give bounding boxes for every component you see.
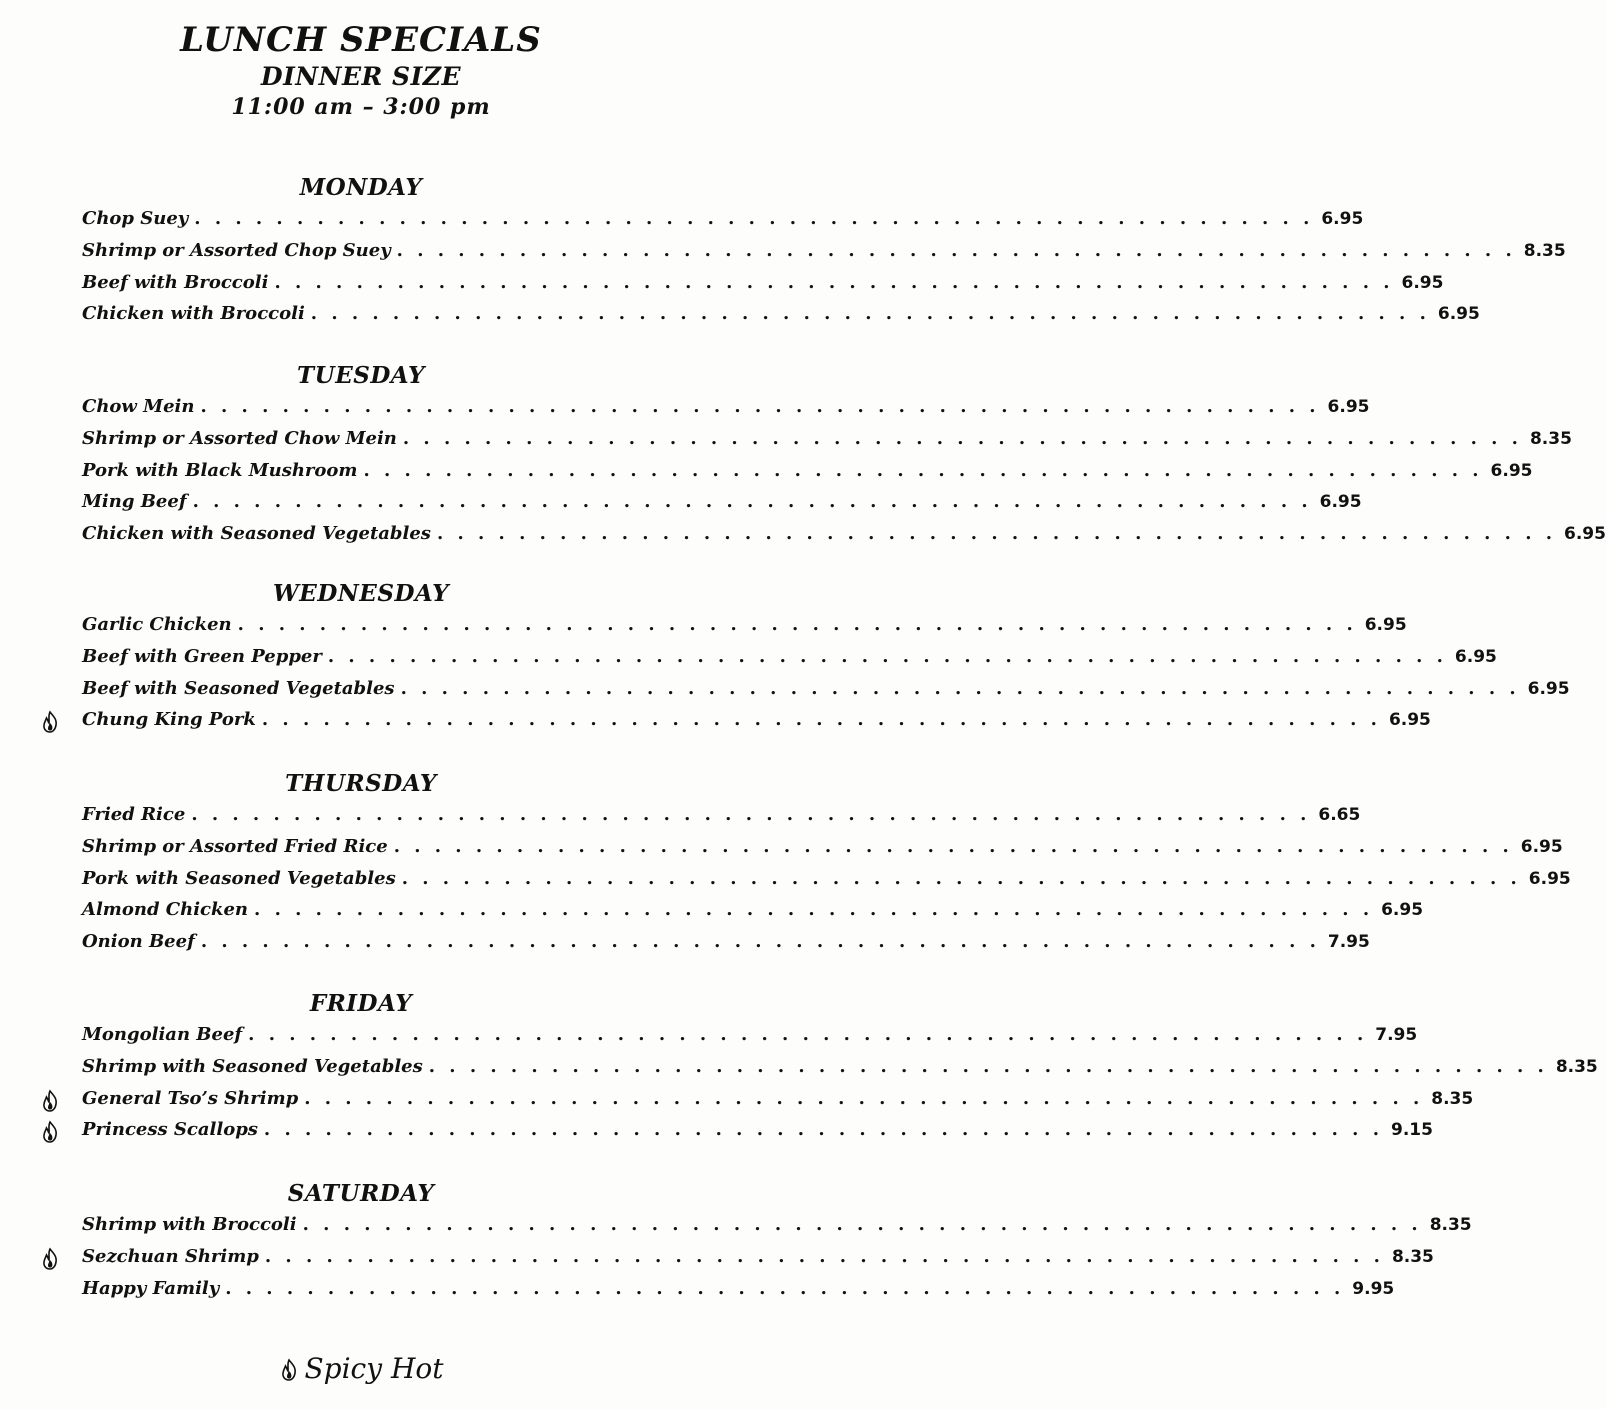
dot-leader: . . . . . . . . . . . . . . . . . . . . . . . . . . . . . . . . . . . . . . . . . . . . . . . . . . . . . . . [363, 459, 1483, 481]
menu-item-price: 9.15 [1390, 1120, 1433, 1141]
menu-item-name: Chop Suey [82, 208, 189, 229]
flame-icon [40, 1090, 60, 1112]
menu-item [82, 709, 1431, 739]
menu-item-price: 6.95 [1454, 646, 1497, 667]
menu-item [82, 523, 1606, 553]
dot-leader: . . . . . . . . . . . . . . . . . . . . . . . . . . . . . . . . . . . . . . . . . . . . . . . . . . . . . . . [200, 931, 1320, 953]
dot-leader: . . . . . . . . . . . . . . . . . . . . . . . . . . . . . . . . . . . . . . . . . . . . . . . . . . . . . . . [254, 899, 1374, 921]
dot-leader: . . . . . . . . . . . . . . . . . . . . . . . . . . . . . . . . . . . . . . . . . . . . . . . . . . . . . . . [402, 427, 1522, 449]
menu-item-price: 6.95 [1564, 524, 1606, 545]
flame-icon [279, 1359, 299, 1381]
menu-item-price: 8.35 [1391, 1246, 1434, 1267]
dot-leader: . . . . . . . . . . . . . . . . . . . . . . . . . . . . . . . . . . . . . . . . . . . . . . . . . . . . . . . [237, 614, 1357, 635]
menu-item-price: 6.95 [1381, 900, 1424, 921]
menu-item [82, 804, 1361, 834]
menu-item-name: Shrimp with Broccoli [82, 1214, 297, 1235]
flame-icon [40, 711, 60, 733]
menu-item-price: 6.95 [1364, 615, 1407, 635]
day-heading: TUESDAY [297, 362, 425, 389]
menu-item-price: 8.35 [1529, 428, 1572, 449]
menu-item [82, 645, 1497, 676]
menu-item-name: Shrimp or Assorted Chop Suey [82, 239, 391, 261]
menu-title: LUNCH SPECIALS [180, 20, 542, 60]
menu-item [82, 1245, 1434, 1276]
dot-leader: . . . . . . . . . . . . . . . . . . . . . . . . . . . . . . . . . . . . . . . . . . . . . . . . . . . . . . . [302, 1214, 1422, 1235]
menu-item-name: General Tso’s Shrimp [82, 1087, 299, 1109]
legend-label: Spicy Hot [304, 1352, 444, 1385]
menu-item-name: Onion Beef [82, 931, 195, 953]
menu-item [82, 396, 1370, 426]
menu-item-price: 8.35 [1555, 1056, 1598, 1077]
menu-item-name: Shrimp or Assorted Chow Mein [82, 427, 397, 449]
menu-item-price: 6.95 [1401, 272, 1444, 293]
menu-item [82, 931, 1370, 961]
dot-leader: . . . . . . . . . . . . . . . . . . . . . . . . . . . . . . . . . . . . . . . . . . . . . . . . . . . . . . . [304, 1087, 1424, 1109]
day-heading: THURSDAY [285, 770, 437, 797]
menu-item [82, 1055, 1598, 1086]
dot-leader: . . . . . . . . . . . . . . . . . . . . . . . . . . . . . . . . . . . . . . . . . . . . . . . . . . . . . . . [401, 867, 1521, 889]
dot-leader: . . . . . . . . . . . . . . . . . . . . . . . . . . . . . . . . . . . . . . . . . . . . . . . . . . . . . . . [428, 1055, 1548, 1077]
day-heading: SATURDAY [287, 1180, 435, 1207]
dot-leader: . . . . . . . . . . . . . . . . . . . . . . . . . . . . . . . . . . . . . . . . . . . . . . . . . . . . . . . [400, 677, 1520, 699]
menu-item-price: 6.95 [1437, 304, 1480, 325]
menu-item-price: 6.95 [1490, 460, 1533, 481]
menu-item [82, 271, 1444, 302]
spicy-legend [0, 1352, 722, 1385]
flame-icon [40, 1248, 60, 1270]
day-heading: MONDAY [299, 174, 423, 201]
flame-icon [40, 1121, 60, 1143]
menu-item [82, 239, 1566, 270]
dot-leader: . . . . . . . . . . . . . . . . . . . . . . . . . . . . . . . . . . . . . . . . . . . . . . . . . . . . . . . [263, 1119, 1383, 1141]
menu-item [82, 303, 1480, 333]
menu-item-price: 7.95 [1327, 932, 1370, 953]
menu-item-name: Happy Family [82, 1277, 220, 1299]
menu-hours: 11:00 am – 3:00 pm [231, 94, 491, 120]
dot-leader: . . . . . . . . . . . . . . . . . . . . . . . . . . . . . . . . . . . . . . . . . . . . . . . . . . . . . . . [191, 804, 1311, 825]
menu-item-price: 6.95 [1520, 836, 1563, 857]
dot-leader: . . . . . . . . . . . . . . . . . . . . . . . . . . . . . . . . . . . . . . . . . . . . . . . . . . . . . . . [436, 523, 1556, 545]
menu-item [82, 1119, 1433, 1149]
dot-leader: . . . . . . . . . . . . . . . . . . . . . . . . . . . . . . . . . . . . . . . . . . . . . . . . . . . . . . . [194, 208, 1314, 229]
menu-item-price: 9.95 [1352, 1278, 1395, 1299]
menu-item-price: 8.35 [1431, 1088, 1474, 1109]
menu-item-name: Beef with Green Pepper [82, 645, 322, 667]
menu-item-name: Beef with Seasoned Vegetables [82, 677, 395, 699]
dot-leader: . . . . . . . . . . . . . . . . . . . . . . . . . . . . . . . . . . . . . . . . . . . . . . . . . . . . . . . [264, 1245, 1384, 1267]
menu-item-name: Chicken with Seasoned Vegetables [82, 523, 431, 545]
menu-item [82, 614, 1407, 644]
menu-item [82, 1087, 1474, 1118]
menu-item-price: 6.95 [1327, 397, 1370, 417]
menu-item-name: Chicken with Broccoli [82, 303, 305, 325]
menu-item [82, 491, 1362, 521]
menu-item [82, 427, 1572, 458]
menu-item-name: Ming Beef [82, 491, 187, 513]
menu-item [82, 835, 1563, 866]
menu-item-name: Chung King Pork [82, 709, 256, 731]
menu-item-price: 6.95 [1319, 492, 1362, 513]
menu-item-price: 7.95 [1375, 1025, 1418, 1045]
menu-item-name: Mongolian Beef [82, 1024, 243, 1045]
menu-item-name: Pork with Black Mushroom [82, 459, 358, 481]
dot-leader: . . . . . . . . . . . . . . . . . . . . . . . . . . . . . . . . . . . . . . . . . . . . . . . . . . . . . . . [396, 239, 1516, 261]
menu-item [82, 1024, 1418, 1054]
menu-item-price: 6.95 [1321, 209, 1364, 229]
menu-item-price: 8.35 [1523, 240, 1566, 261]
menu-item [82, 677, 1570, 708]
menu-item-name: Fried Rice [82, 804, 186, 825]
menu-item-price: 6.95 [1527, 678, 1570, 699]
dot-leader: . . . . . . . . . . . . . . . . . . . . . . . . . . . . . . . . . . . . . . . . . . . . . . . . . . . . . . . [192, 491, 1312, 513]
menu-item-price: 6.95 [1388, 710, 1431, 731]
menu-item [82, 459, 1533, 490]
menu-item [82, 208, 1364, 238]
menu-item-name: Shrimp or Assorted Fried Rice [82, 835, 388, 857]
menu-item-price: 6.65 [1318, 805, 1361, 825]
dot-leader: . . . . . . . . . . . . . . . . . . . . . . . . . . . . . . . . . . . . . . . . . . . . . . . . . . . . . . . [327, 645, 1447, 667]
dot-leader: . . . . . . . . . . . . . . . . . . . . . . . . . . . . . . . . . . . . . . . . . . . . . . . . . . . . . . . [310, 303, 1430, 325]
dot-leader: . . . . . . . . . . . . . . . . . . . . . . . . . . . . . . . . . . . . . . . . . . . . . . . . . . . . . . . [200, 396, 1320, 417]
menu-item-name: Beef with Broccoli [82, 271, 269, 293]
menu-item-name: Shrimp with Seasoned Vegetables [82, 1055, 423, 1077]
dot-leader: . . . . . . . . . . . . . . . . . . . . . . . . . . . . . . . . . . . . . . . . . . . . . . . . . . . . . . . [225, 1277, 1345, 1299]
menu-item-name: Pork with Seasoned Vegetables [82, 867, 396, 889]
day-heading: WEDNESDAY [272, 580, 450, 607]
menu-item-name: Sezchuan Shrimp [82, 1245, 259, 1267]
menu-item-name: Garlic Chicken [82, 614, 232, 635]
menu-item [82, 1277, 1395, 1308]
menu-item-price: 6.95 [1528, 868, 1571, 889]
dot-leader: . . . . . . . . . . . . . . . . . . . . . . . . . . . . . . . . . . . . . . . . . . . . . . . . . . . . . . . [393, 835, 1513, 857]
menu-item [82, 867, 1571, 898]
dot-leader: . . . . . . . . . . . . . . . . . . . . . . . . . . . . . . . . . . . . . . . . . . . . . . . . . . . . . . . [248, 1024, 1368, 1045]
menu-item-name: Chow Mein [82, 396, 195, 417]
menu-item-name: Almond Chicken [82, 899, 249, 921]
dot-leader: . . . . . . . . . . . . . . . . . . . . . . . . . . . . . . . . . . . . . . . . . . . . . . . . . . . . . . . [261, 709, 1381, 731]
day-heading: FRIDAY [309, 990, 413, 1017]
menu-subtitle: DINNER SIZE [260, 62, 462, 91]
menu-item-name: Princess Scallops [82, 1119, 258, 1141]
menu-item-price: 8.35 [1429, 1215, 1472, 1235]
dot-leader: . . . . . . . . . . . . . . . . . . . . . . . . . . . . . . . . . . . . . . . . . . . . . . . . . . . . . . . [274, 271, 1394, 293]
menu-item [82, 899, 1424, 929]
menu-item [82, 1214, 1472, 1244]
